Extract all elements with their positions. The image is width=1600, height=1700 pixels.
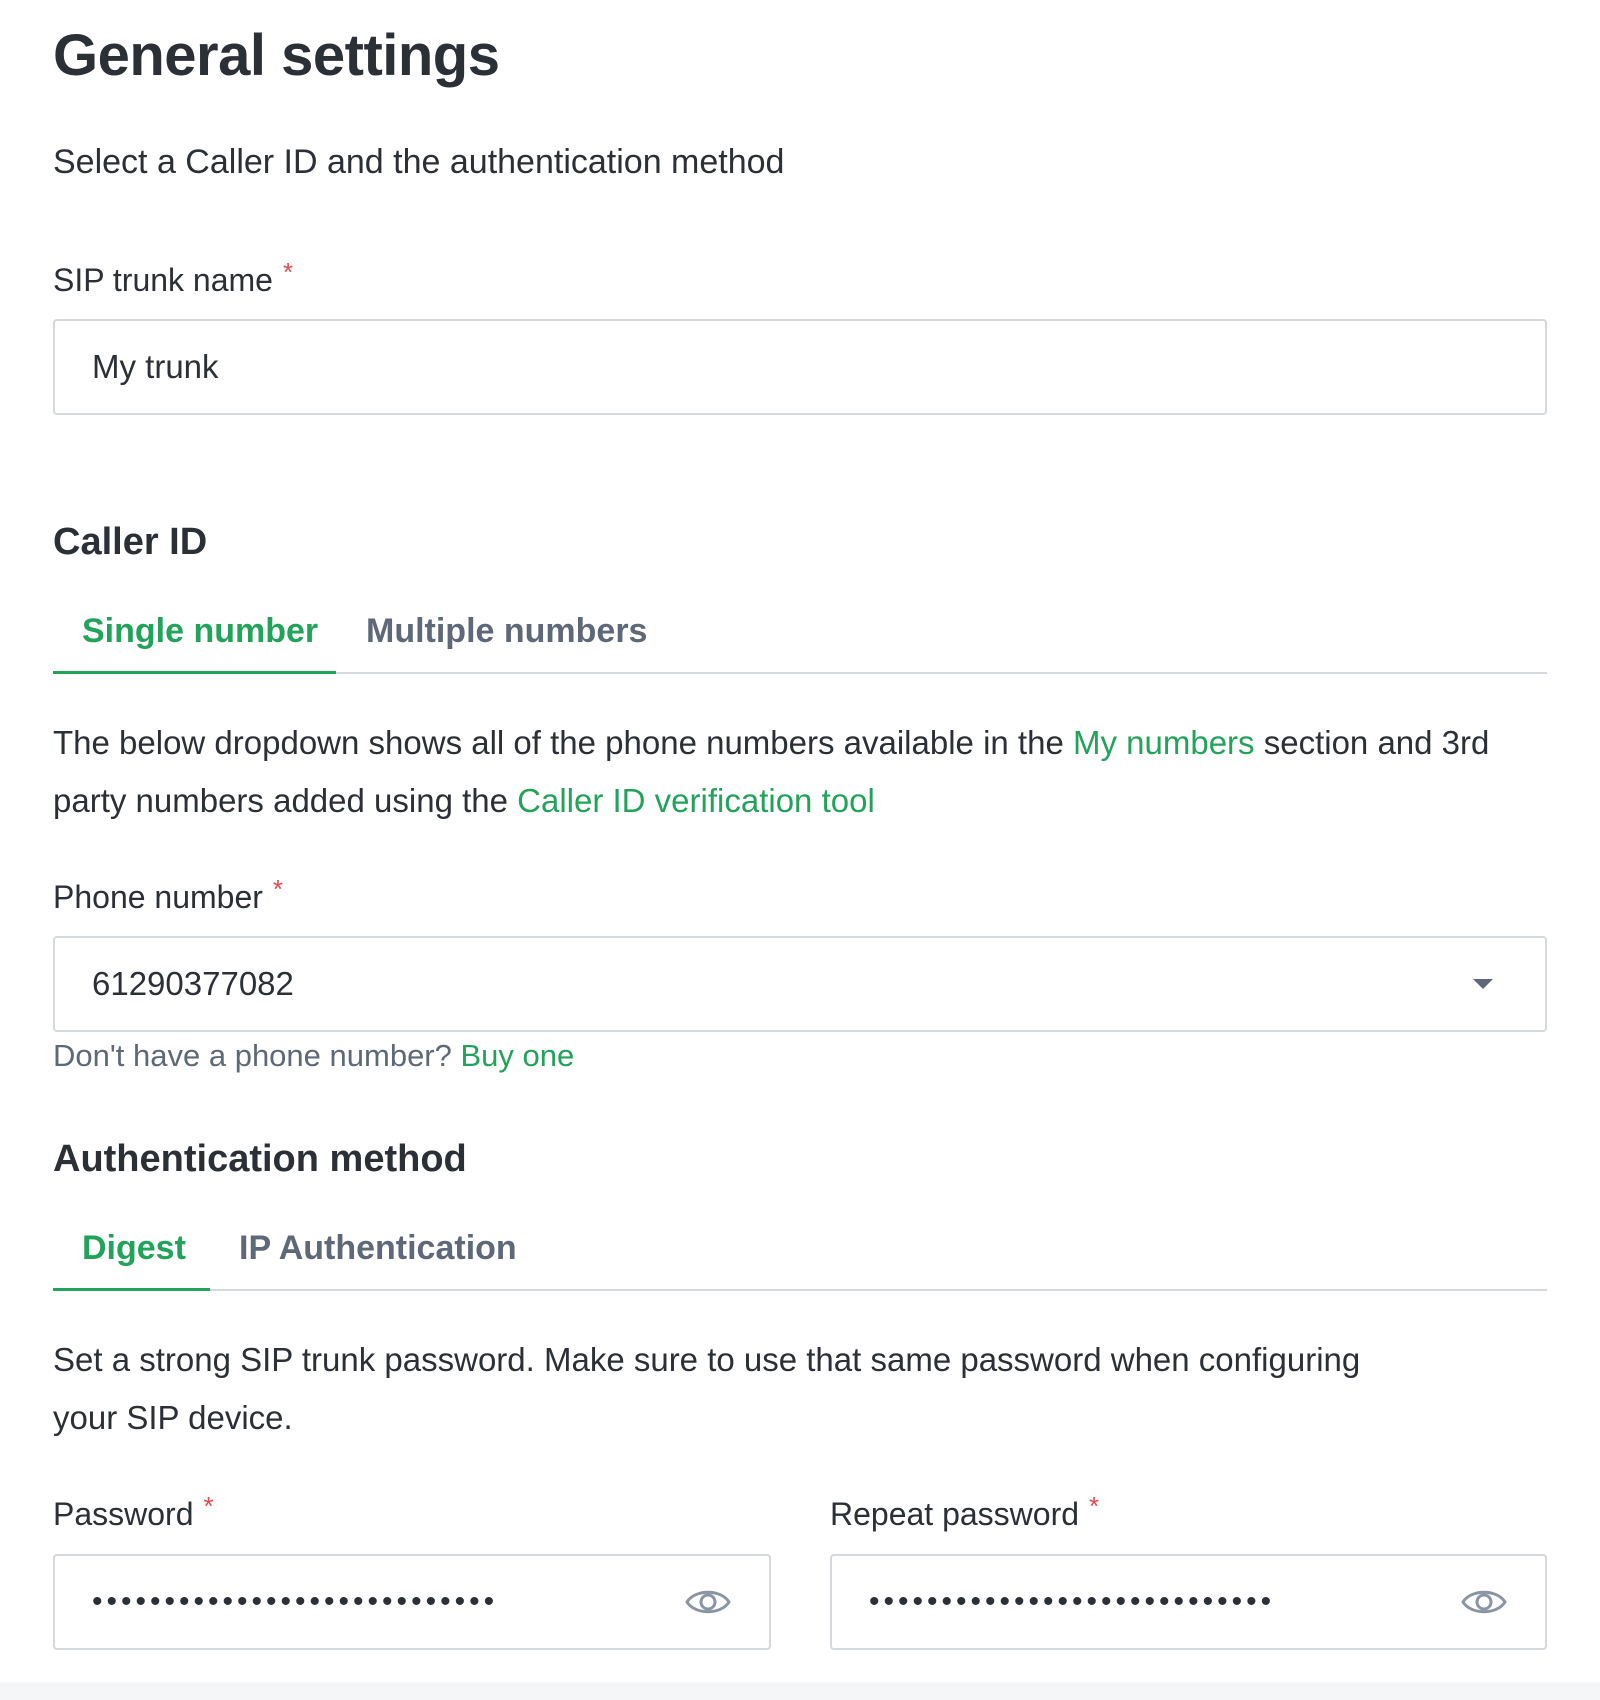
eye-icon[interactable] xyxy=(685,1585,731,1619)
repeat-password-masked-value: •••••••••••••••••••••••••••• xyxy=(869,1585,1276,1618)
tab-ip-authentication-label: IP Authentication xyxy=(239,1229,517,1267)
phone-helper-text xyxy=(53,1038,574,1074)
tab-digest-label: Digest xyxy=(82,1229,186,1267)
phone-number-select[interactable] xyxy=(53,936,1547,1032)
trunk-name-label-text: SIP trunk name xyxy=(53,262,273,298)
phone-number-value: 61290377082 xyxy=(92,965,294,1002)
my-numbers-link[interactable]: My numbers xyxy=(1072,724,1255,761)
active-tab-indicator xyxy=(53,1288,210,1291)
caller-id-verification-tool-link[interactable]: Caller ID verification tool xyxy=(517,782,875,819)
eye-icon[interactable] xyxy=(1461,1585,1507,1619)
page-subtitle: Select a Caller ID and the authentication method xyxy=(53,143,785,181)
footer-strip xyxy=(0,1682,1600,1700)
password-masked-value: •••••••••••••••••••••••••••• xyxy=(92,1585,499,1618)
required-mark: * xyxy=(272,874,284,904)
tab-multiple-numbers[interactable] xyxy=(366,608,647,674)
caller-id-description-part1: The below dropdown shows all of the phone numbers available in the xyxy=(53,724,1064,761)
authentication-tabs xyxy=(53,1225,1547,1291)
required-mark: * xyxy=(282,257,294,287)
repeat-password-label-text: Repeat password xyxy=(830,1496,1080,1532)
repeat-password-label xyxy=(830,1491,1100,1533)
tab-single-number[interactable] xyxy=(82,608,318,674)
active-tab-indicator xyxy=(53,671,336,674)
caller-id-heading: Caller ID xyxy=(53,521,208,563)
phone-helper-question: Don't have a phone number? xyxy=(53,1038,452,1073)
tab-single-number-label: Single number xyxy=(82,612,319,650)
phone-number-label-text: Phone number xyxy=(53,879,263,915)
trunk-name-label xyxy=(53,257,294,299)
tab-ip-authentication[interactable] xyxy=(239,1225,517,1291)
password-label xyxy=(53,1491,214,1533)
required-mark: * xyxy=(203,1491,214,1521)
authentication-description: Set a strong SIP trunk password. Make sure to use that same password when configuring your SIP device. xyxy=(53,1341,1361,1436)
trunk-name-value: My trunk xyxy=(92,348,219,385)
tab-multiple-numbers-label: Multiple numbers xyxy=(366,612,648,650)
page-title: General settings xyxy=(53,23,500,88)
caller-id-description-part2: section and 3rd party numbers added using the xyxy=(53,724,1490,819)
trunk-name-input[interactable] xyxy=(53,319,1547,415)
caller-id-tabs xyxy=(53,608,1547,674)
repeat-password-input[interactable] xyxy=(830,1554,1547,1650)
caller-id-description xyxy=(53,714,1553,830)
tab-digest[interactable] xyxy=(82,1225,186,1291)
buy-one-link[interactable]: Buy one xyxy=(460,1038,575,1073)
phone-number-label xyxy=(53,874,284,916)
password-label-text: Password xyxy=(53,1496,194,1532)
password-input[interactable] xyxy=(53,1554,771,1650)
authentication-heading: Authentication method xyxy=(53,1138,467,1180)
required-mark: * xyxy=(1089,1491,1100,1521)
chevron-down-icon xyxy=(1473,979,1493,989)
